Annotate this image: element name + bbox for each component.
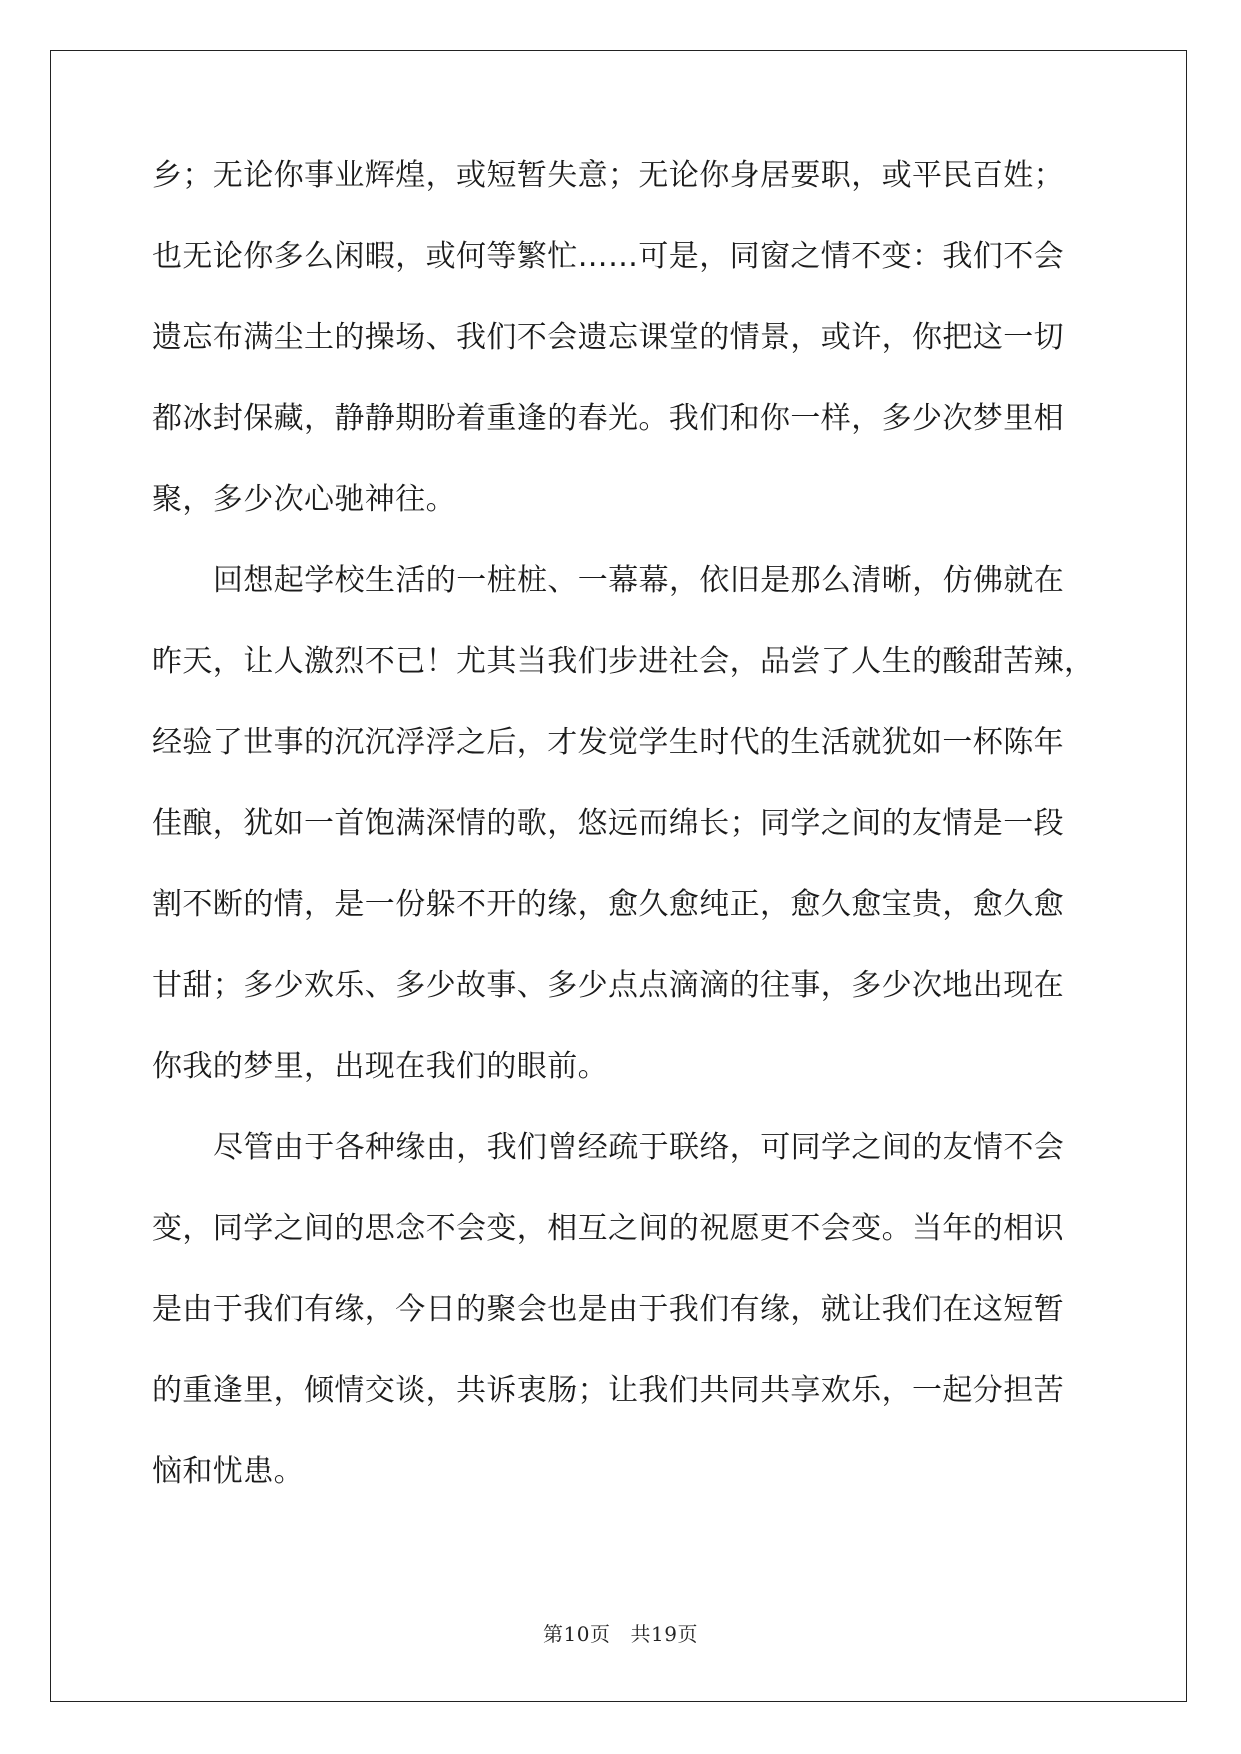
text-line: 佳酿，犹如一首饱满深情的歌，悠远而绵长；同学之间的友情是一段 bbox=[152, 806, 1064, 841]
page-number: 第10页 bbox=[543, 1622, 611, 1646]
paragraph-start-line: 回想起学校生活的一桩桩、一幕幕，依旧是那么清晰，仿佛就在 bbox=[213, 563, 1065, 598]
text-line: 遗忘布满尘土的操场、我们不会遗忘课堂的情景，或许，你把这一切 bbox=[152, 320, 1064, 355]
text-line: 割不断的情，是一份躲不开的缘，愈久愈纯正，愈久愈宝贵，愈久愈 bbox=[152, 887, 1064, 922]
text-line: 乡；无论你事业辉煌，或短暂失意；无论你身居要职，或平民百姓； bbox=[152, 158, 1064, 193]
text-line: 聚，多少次心驰神往。 bbox=[152, 482, 456, 517]
text-line: 变，同学之间的思念不会变，相互之间的祝愿更不会变。当年的相识 bbox=[152, 1211, 1064, 1246]
page-total: 共19页 bbox=[630, 1622, 698, 1646]
text-line: 是由于我们有缘，今日的聚会也是由于我们有缘，就让我们在这短暂 bbox=[152, 1292, 1064, 1327]
text-line: 的重逢里，倾情交谈，共诉衷肠；让我们共同共享欢乐，一起分担苦 bbox=[152, 1373, 1064, 1408]
document-body bbox=[152, 156, 1095, 1533]
text-line: 你我的梦里，出现在我们的眼前。 bbox=[152, 1049, 608, 1084]
text-line: 都冰封保藏，静静期盼着重逢的春光。我们和你一样，多少次梦里相 bbox=[152, 401, 1064, 436]
text-line: 恼和忧患。 bbox=[152, 1454, 304, 1489]
paragraph-start-line: 尽管由于各种缘由，我们曾经疏于联络，可同学之间的友情不会 bbox=[213, 1130, 1065, 1165]
text-line: 昨天，让人激烈不已！尤其当我们步进社会，品尝了人生的酸甜苦辣， bbox=[152, 644, 1095, 679]
text-line: 甘甜；多少欢乐、多少故事、多少点点滴滴的往事，多少次地出现在 bbox=[152, 968, 1064, 1003]
text-line: 经验了世事的沉沉浮浮之后，才发觉学生时代的生活就犹如一杯陈年 bbox=[152, 725, 1064, 760]
page-footer bbox=[0, 1618, 1241, 1647]
text-line: 也无论你多么闲暇，或何等繁忙……可是，同窗之情不变：我们不会 bbox=[152, 239, 1064, 274]
